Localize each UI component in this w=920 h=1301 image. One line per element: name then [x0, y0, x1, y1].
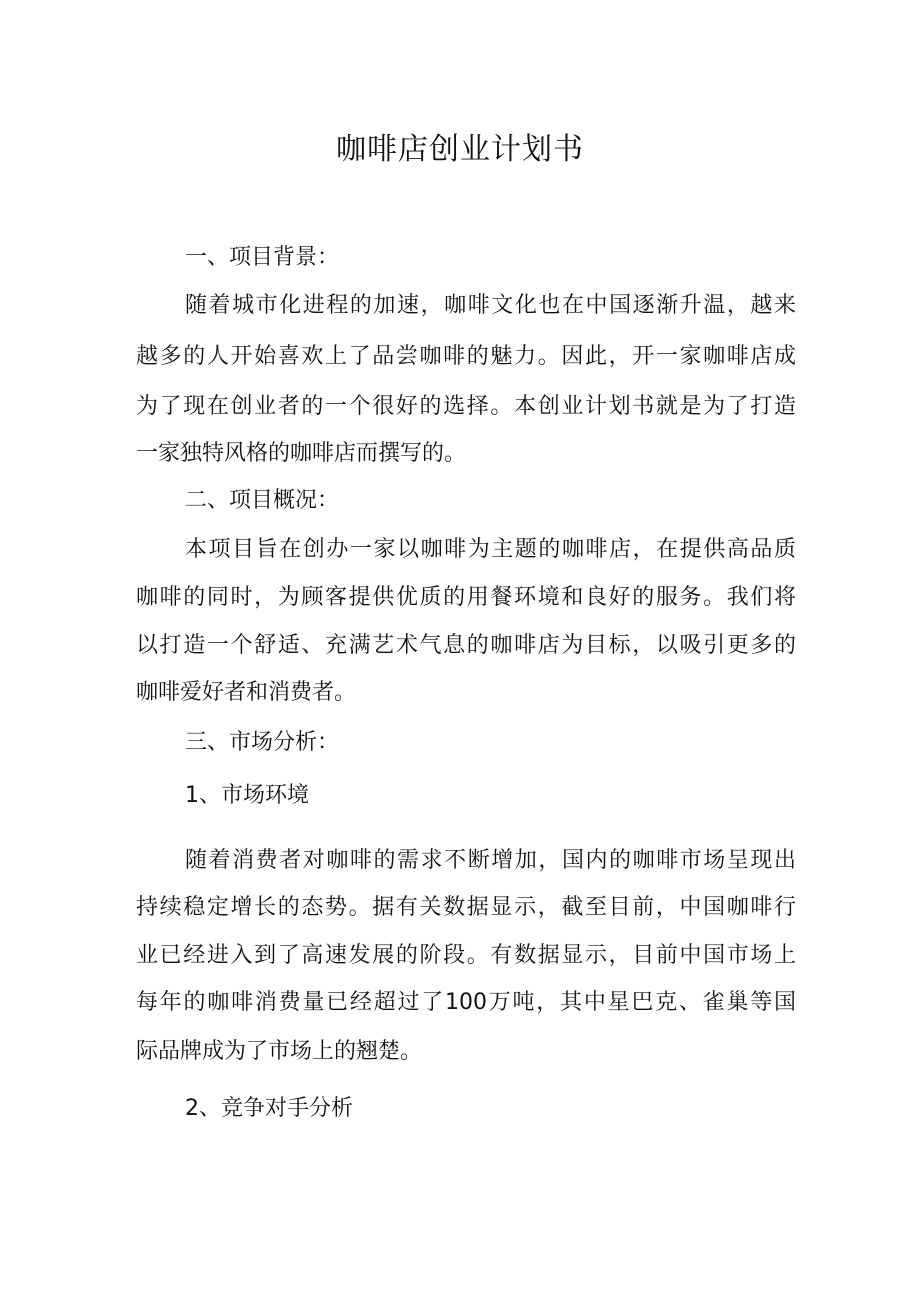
paragraph-line: 每年的咖啡消费量已经超过了100万吨，其中星巴克、雀巢等国: [136, 990, 796, 1015]
paragraph-line: 越多的人开始喜欢上了品尝咖啡的魅力。因此，开一家咖啡店成: [136, 344, 796, 369]
paragraph-line: 随着城市化进程的加速，咖啡文化也在中国逐渐升温，越来: [185, 293, 796, 318]
section-heading-background: 一、项目背景：: [185, 245, 340, 270]
subsection-heading-environment: 1、市场环境: [185, 783, 309, 808]
paragraph-line: 以打造一个舒适、充满艺术气息的咖啡店为目标，以吸引更多的: [136, 633, 796, 658]
paragraph-line: 一家独特风格的咖啡店而撰写的。: [136, 441, 467, 466]
paragraph-line: 随着消费者对咖啡的需求不断增加，国内的咖啡市场呈现出: [185, 848, 796, 873]
subsection-heading-competitors: 2、竞争对手分析: [185, 1096, 353, 1121]
section-heading-market: 三、市场分析：: [185, 730, 340, 755]
paragraph-line: 咖啡爱好者和消费者。: [136, 680, 357, 705]
paragraph-line: 业已经进入到了高速发展的阶段。有数据显示，目前中国市场上: [136, 943, 796, 968]
section-heading-overview: 二、项目概况：: [185, 488, 340, 513]
paragraph-line: 本项目旨在创办一家以咖啡为主题的咖啡店，在提供高品质: [185, 537, 796, 562]
paragraph-line: 咖啡的同时，为顾客提供优质的用餐环境和良好的服务。我们将: [136, 585, 796, 610]
paragraph-line: 际品牌成为了市场上的翘楚。: [136, 1039, 423, 1064]
paragraph-line: 持续稳定增长的态势。据有关数据显示，截至目前，中国咖啡行: [136, 895, 796, 920]
document-title: 咖啡店创业计划书: [336, 132, 584, 167]
paragraph-line: 为了现在创业者的一个很好的选择。本创业计划书就是为了打造: [136, 394, 796, 419]
